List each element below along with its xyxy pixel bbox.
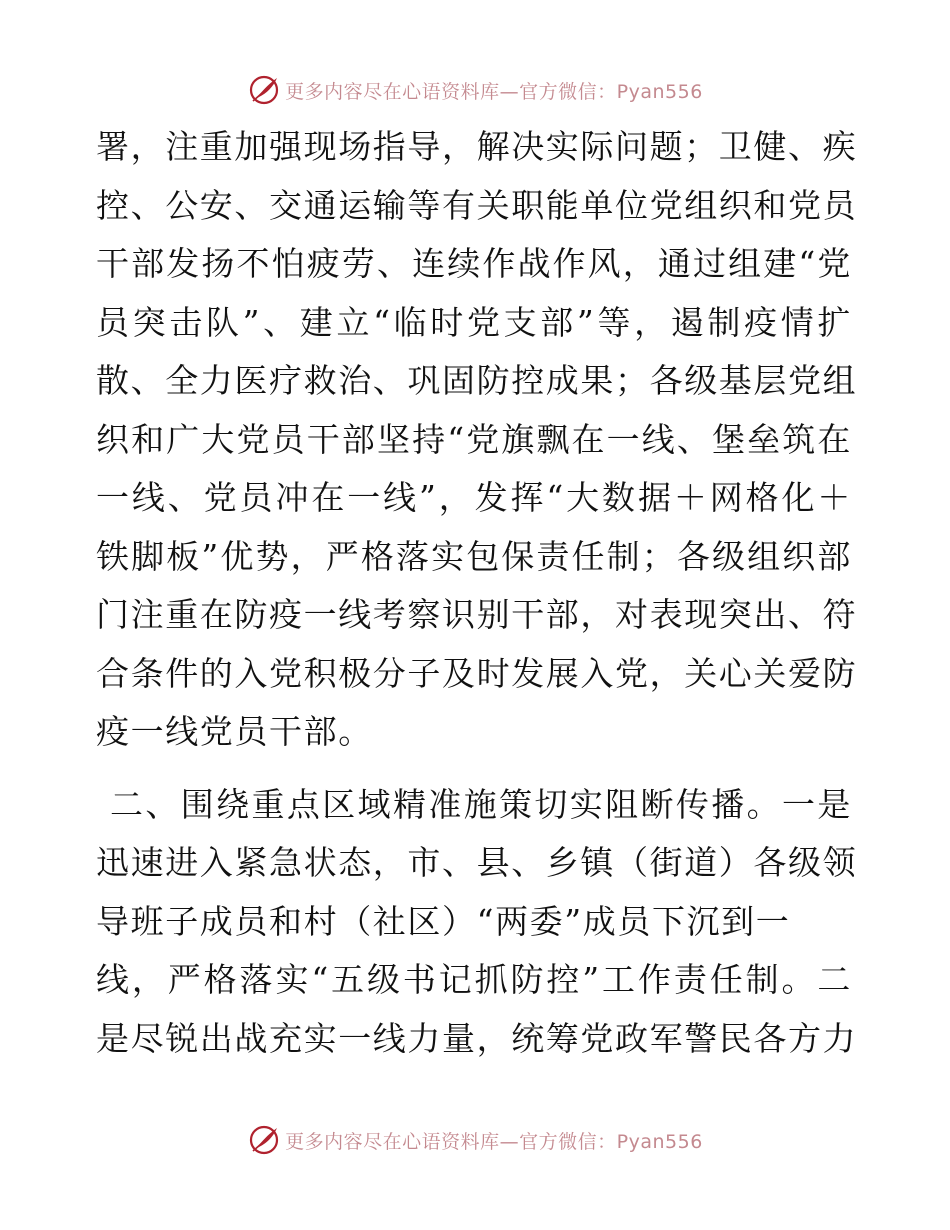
quill-circle-logo-icon	[247, 1123, 281, 1157]
text-line: 疫一线党员干部。	[96, 712, 373, 751]
text-line: 员突击队”、建立“临时党支部”等，遏制疫情扩	[96, 302, 852, 342]
paragraph	[96, 776, 858, 1069]
section-heading-line: 二、围绕重点区域精准施策切实阻断传播。一是	[110, 784, 852, 824]
text-line: 署，注重加强现场指导，解决实际问题；卫健、疾	[96, 127, 858, 166]
text-line: 是尽锐出战充实一线力量，统筹党政军警民各方力	[96, 1018, 858, 1058]
text-line: 织和广大党员干部坚持“党旗飘在一线、堡垒筑在	[96, 419, 852, 459]
paragraph	[96, 118, 858, 762]
text-line: 线，严格落实“五级书记抓防控”工作责任制。二	[96, 960, 852, 999]
header-watermark-text: 更多内容尽在心语资料库—官方微信：Pyan556	[285, 80, 703, 103]
footer-watermark-text: 更多内容尽在心语资料库—官方微信：Pyan556	[285, 1130, 703, 1153]
text-line: 铁脚板”优势，严格落实包保责任制；各级组织部	[96, 536, 852, 576]
text-line: 门注重在防疫一线考察识别干部，对表现突出、符	[96, 595, 858, 634]
footer-watermark	[0, 1120, 950, 1160]
quill-circle-logo-icon	[247, 73, 281, 107]
text-line: 迅速进入紧急状态，市、县、乡镇（街道）各级领	[96, 843, 858, 882]
document-body	[96, 118, 858, 1068]
text-line: 散、全力医疗救治、巩固防控成果；各级基层党组	[96, 361, 858, 400]
text-line: 导班子成员和村（社区）“两委”成员下沉到一	[96, 901, 791, 941]
text-line: 一线、党员冲在一线”，发挥“大数据＋网格化＋	[96, 478, 852, 517]
text-line: 控、公安、交通运输等有关职能单位党组织和党员	[96, 185, 858, 225]
header-watermark	[0, 70, 950, 110]
text-line: 合条件的入党积极分子及时发展入党，关心关爱防	[96, 653, 858, 693]
text-line: 干部发扬不怕疲劳、连续作战作风，通过组建“党	[96, 244, 852, 283]
